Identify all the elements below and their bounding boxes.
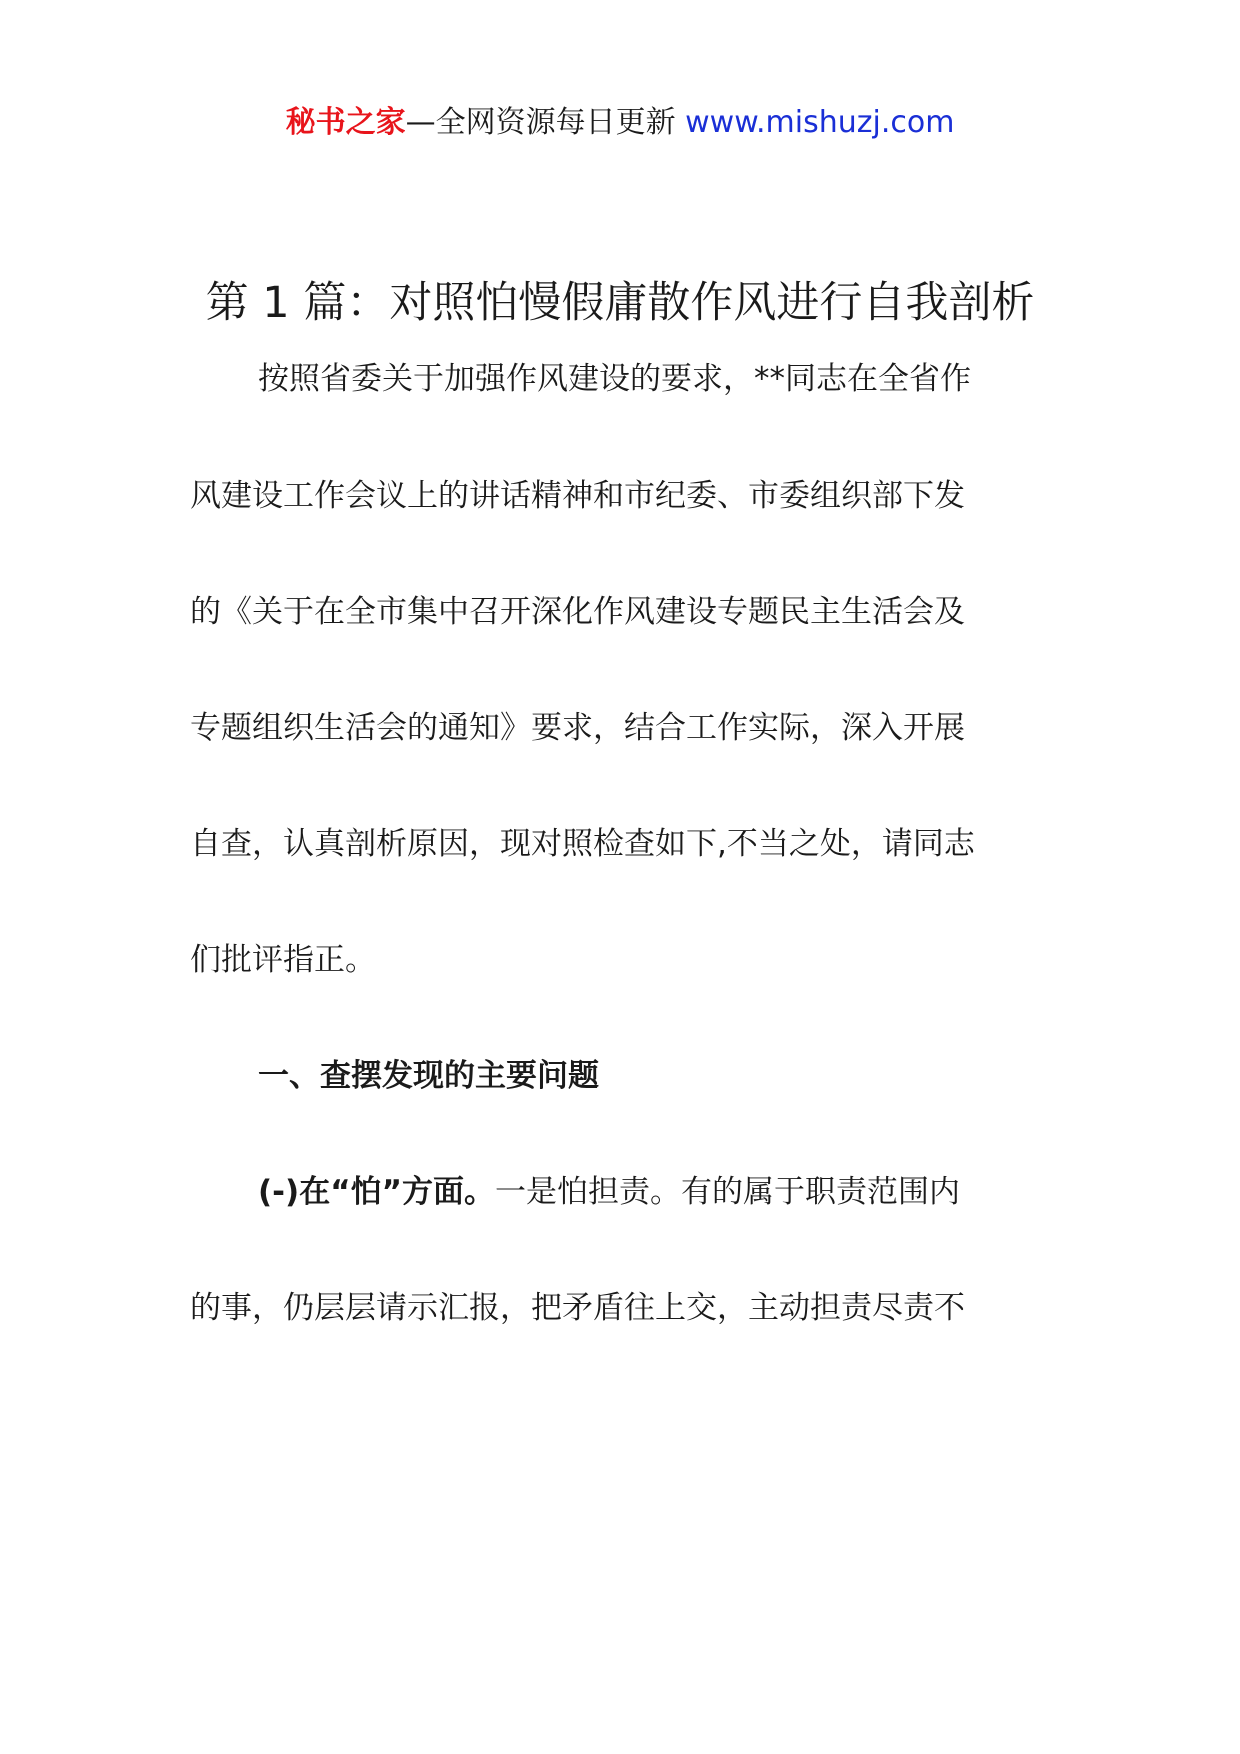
- paragraph-line: 自查，认真剖析原因，现对照检查如下,不当之处，请同志: [190, 826, 975, 862]
- site-slogan: —全网资源每日更新: [405, 105, 686, 140]
- site-header: [0, 103, 1240, 143]
- paragraph-line: 们批评指正。: [190, 942, 376, 978]
- site-brand: 秘书之家: [285, 105, 406, 140]
- paragraph-line: 专题组织生活会的通知》要求，结合工作实际，深入开展: [190, 710, 965, 746]
- paragraph-line: 风建设工作会议上的讲话精神和市纪委、市委组织部下发: [190, 478, 965, 514]
- subsection-label: (-)在“怕”方面。: [258, 1174, 495, 1210]
- paragraph-line: 的事，仍层层请示汇报，把矛盾往上交，主动担责尽责不: [190, 1290, 965, 1326]
- site-url-link[interactable]: www.mishuzj.com: [685, 105, 955, 140]
- subsection-line: [258, 1170, 960, 1214]
- paragraph-line: 按照省委关于加强作风建设的要求，**同志在全省作: [258, 361, 971, 397]
- document-title: 第 1 篇：对照怕慢假庸散作风进行自我剖析: [205, 278, 1035, 328]
- section-heading: 一、查摆发现的主要问题: [258, 1058, 599, 1094]
- paragraph-line: 的《关于在全市集中召开深化作风建设专题民主生活会及: [190, 594, 965, 630]
- subsection-text: 一是怕担责。有的属于职责范围内: [494, 1174, 960, 1210]
